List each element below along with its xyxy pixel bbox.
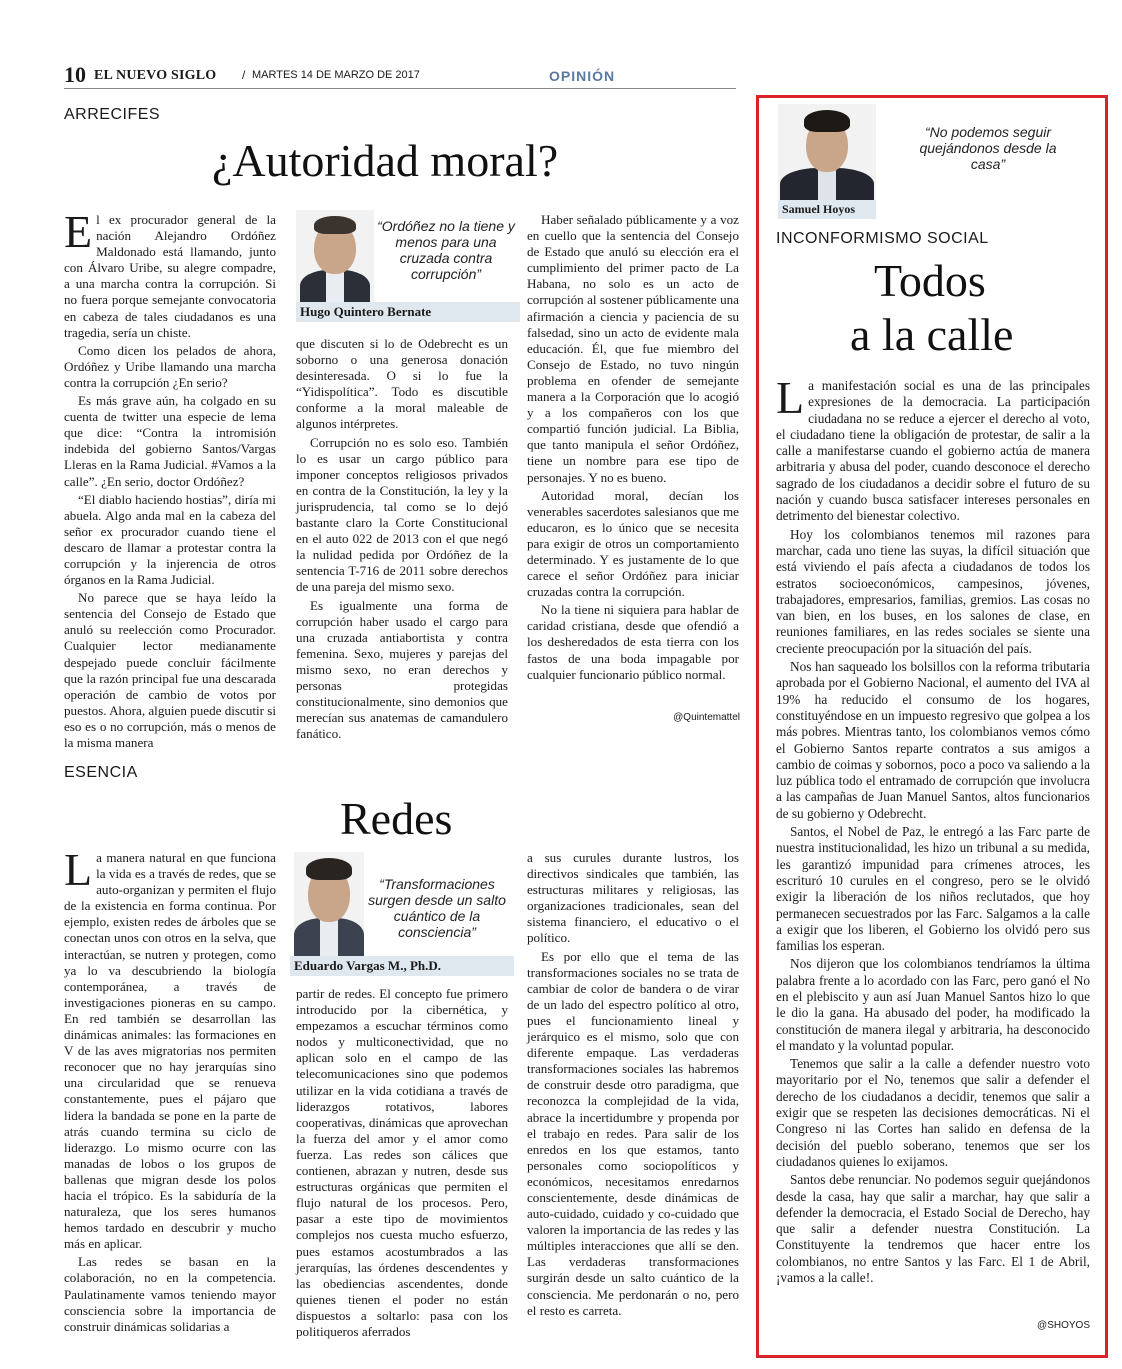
article2-column-2 [296, 986, 508, 1342]
article3-column [776, 372, 1090, 1288]
article3-author: Samuel Hoyos [778, 200, 876, 219]
article1-byline [296, 210, 520, 322]
newspaper-name: EL NUEVO SIGLO [94, 68, 217, 83]
article1-column-3 [527, 212, 739, 685]
article1-paragraph: Haber señalado públicamente y a voz en cuello que la sentencia del Consejo de Estado que anuló su elección era el cumplimiento del primer pacto de La Habana, no solo es un acto de corrupción al sostener públicamente una afirmación a ciencia y paciencia de su falsedad, sino un acto de evidente mala educación. Él, que fue miembro del Consejo de Estado, no tuvo ningún problema en ofender de semejante manera a la Corporación que lo acogió y a los compañeros con los que compartió función judicial. La Biblia, que tanto manipula el señor Ordóñez, tiene un nombre para ese tipo de personajes. Y no es bueno. [527, 212, 739, 485]
article2-byline [290, 852, 514, 976]
article1-title: ¿Autoridad moral? [212, 135, 559, 186]
page-number: 10 [64, 62, 86, 87]
issue-date: MARTES 14 DE MARZO DE 2017 [252, 69, 420, 81]
article1-paragraph: Autoridad moral, decían los venerables sacerdotes salesianos que me educaron, es lo único que se necesita para exigir de otros un comportamiento determinado. Y es justamente de lo que carece el señor Ordóñez para iniciar cruzadas contra la corrupción. [527, 487, 739, 600]
article1-pull-quote: “Ordóñez no la tiene y menos para una cruzada contra corrupción” [377, 218, 515, 282]
article2-paragraph: a manera natural en que funciona la vida es a través de redes, que se auto-organizan y permiten el flujo de la existencia en forma continua. Por ejemplo, existen redes de árboles que se conectan unos con otros en la selva, que interactúan, se nutren y protegen, como ya lo va descubriendo la biología contemporánea, a través de investigaciones pioneras en su campo. En red también se desarrollan las dinámicas animales: las formaciones en V de las aves migratorias nos permiten reconocer que no hay jerarquías sino una circularidad que se renueva constantemente, pues el pájaro que lidera la bandada se pone en la parte de atrás cuando termina su ciclo de liderazgo. Lo mismo ocurre con las manadas de lobos o los grupos de ballenas que migran desde los polos hacia el trópico. Es la sabiduría de la naturaleza, que los seres humanos hemos tardado en descubrir y mucho más en aplicar. [64, 850, 276, 1252]
article3-paragraph: Nos han saqueado los bolsillos con la reforma tributaria aprobada por el Gobierno Nacional, el aumento del IVA al 19% ha reducido el consumo de los hogares, constituyéndose en un impuesto regresivo que golpea a los más pobres. Mientras tanto, los colombianos vemos cómo el Gobierno Santos reparte contratos a sus amigos a cambio de coimas y sobornos, poco a poco va saliendo a la luz pública todo el entramado de corrupción que involucra a las campañas de Juan Manuel Santos, altos funcionarios de su gobierno y Odebrecht. [776, 659, 1090, 821]
article2-column-1 [64, 844, 276, 1337]
article1-paragraph: No la tiene ni siquiera para hablar de caridad cristiana, desde que ofendió a los desheredados de esta tierra con los fastos de una boda impagable por cualquier funcionario público normal. [527, 602, 739, 682]
article1-author: Hugo Quintero Bernate [296, 302, 520, 322]
article1-paragraph: “El diablo haciendo hostias”, diría mi abuela. Algo anda mal en la cabeza del señor ex procurador cuando tiene el descaro de llamar a protestar contra la corrupción y la injerencia de otros órganos en la Rama Judicial. [64, 491, 276, 588]
article3-drop-cap: L [776, 372, 805, 423]
article3-paragraph: a manifestación social es una de las principales expresiones de la democracia. La participación ciudadana no se reduce a ejercer el derecho al voto, el ciudadano tiene la obligación de protestar, de salir a la calle a manifestarse cuando el gobierno actúa de manera arbitraria y abusa del poder, cuando desconoce el derecho sagrado de los ciudadanos a decidir sobre el futuro de su nación y cuando busca satisfacer intereses personales en detrimento del bienestar colectivo. [776, 378, 1090, 524]
section-name: OPINIÓN [549, 68, 616, 84]
article2-pull-quote: “Transformaciones surgen desde un salto cuántico de la consciencia” [368, 876, 506, 940]
author-photo-eduardo-vargas [294, 852, 364, 956]
author-photo-hugo-quintero [296, 210, 374, 302]
article2-paragraph: Es por ello que el tema de las transformaciones sociales no se trata de cambiar de color de bandera o de virar de un lado del espectro político al otro, pues el funcionamiento lineal y jerárquico es el mismo, solo que con diferente empaque. Las verdaderas transformaciones sociales las habremos de construir desde otro paradigma, que reconozca la complejidad de la vida, abrace la incertidumbre y propenda por el trabajo en redes. Para salir de los enredos en los que estamos, tanto personales como sociopolíticos y económicos, necesitamos enredarnos conscientemente, desde dinámicas de auto-cuidado, cuidado y co-cuidado que valoren la importancia de las redes y las múltiples interacciones que allí se den. Las verdaderas transformaciones surgirán desde un salto cuántico de la consciencia. Me perdonarán o no, pero el resto es carreta. [527, 948, 739, 1318]
masthead-rule [64, 88, 736, 89]
article1-paragraph: Corrupción no es solo eso. También lo es usar un cargo público para imponer conceptos religiosos privados en contra de la Constitución, la ley y la jurisprudencia, tal como se lo dejó bastante claro la Corte Constitucional en el auto 022 de 2013 con el que negó la nulidad pedida por Ordóñez de la sentencia T-716 de 2011 sobre derechos de una pareja del mismo sexo. [296, 434, 508, 595]
article1-drop-cap: E [64, 206, 93, 257]
article2-kicker: ESENCIA [64, 764, 138, 781]
article1-paragraph: l ex procurador general de la nación Alejandro Ordóñez Maldonado está llamando, junto con Álvaro Uribe, su alegre compadre, a una marcha contra la corrupción. Si no fuera porque semejante convocatoria en cabeza de tales ciudadanos es una tragedia, sería un chiste. [64, 212, 276, 340]
masthead-separator: / [242, 68, 246, 82]
article3-twitter-handle: @SHOYOS [1037, 1320, 1090, 1331]
article1-twitter-handle: @Quintemattel [673, 712, 740, 723]
article2-paragraph: a sus curules durante lustros, los directivos sindicales que también, las estructuras militares y religiosas, las organizaciones tradicionales, sean del sistema financiero, el educativo o el político. [527, 850, 739, 946]
article3-paragraph: Santos, el Nobel de Paz, le entregó a las Farc parte de nuestra institucionalidad, les hizo un tribunal a su medida, les garantizó impunidad para crímenes atroces, les escrituró 10 curules en el congreso, pero se le olvidó exigir la liberación de los niños reclutados, que hoy permanecen secuestrados por las Farc. Salgamos a la calle a exigir que los liberen, el Gobierno los olvidó pero sus familias los esperan. [776, 824, 1090, 954]
article2-drop-cap: L [64, 844, 93, 895]
author-photo-samuel-hoyos [778, 104, 876, 200]
article2-column-3 [527, 850, 739, 1321]
article2-title: Redes [340, 793, 453, 844]
article1-paragraph: No parece que se haya leído la sentencia del Consejo de Estado que anuló su reelección como Procurador. Cualquier lector medianamente despejado puede concluir fácilmente que la razón principal fue una descarada operación de cambio de votos por puestos. Ahora, alguien puede discutir si eso es o no corrupción, más o menos de la misma manera [64, 590, 277, 750]
article3-title-line-2: a la calle [850, 309, 1014, 360]
article3-pull-quote: “No podemos seguir quejándonos desde la casa” [919, 124, 1057, 172]
article1-column-1 [64, 206, 277, 753]
article1-paragraph: Es más grave aún, ha colgado en su cuenta de twitter una especie de lema que dice: “Contra la intromisión indebida del gobierno Santos/Vargas Lleras en la Rama Judicial. #Vamos a la calle”. ¿En serio, doctor Ordóñez? [64, 393, 276, 489]
article3-paragraph: Tenemos que salir a la calle a defender nuestro voto mayoritario por el No, tenemos que salir a defender el derecho de los ciudadanos a decidir, tenemos que salir a exigir que se respeten las decisiones democráticas. Ni el Congreso ni las Cortes han salido en defensa de la decisión del pueblo soberano, tenemos que ser los ciudadanos quienes lo exijamos. [776, 1056, 1090, 1169]
article2-paragraph: Las redes se basan en la colaboración, no en la competencia. Paulatinamente vamos teniendo mayor consciencia sobre la importancia de construir dinámicas solidarias a [64, 1254, 276, 1334]
article1-paragraph: Como dicen los pelados de ahora, Ordóñez y Uribe llamando una marcha contra la corrupción ¿En serio? [64, 342, 276, 390]
article1-column-2 [296, 336, 508, 744]
article1-paragraph: que discuten si lo de Odebrecht es un soborno o una generosa donación desinteresada. O si lo fue la “Yidispolítica”. Todo es discutible conforme a la moral maleable de algunos intérpretes. [296, 336, 508, 432]
article3-title-line-1: Todos [874, 255, 986, 306]
article3-paragraph: Hoy los colombianos tenemos mil razones para marchar, cada uno tiene las suyas, la difícil situación que está viviendo el país afecta a ciudadanos de todos los estratos socioeconómicos, campesinos, jóvenes, trabajadores, empresarios, familias, gremios. Las cosas no van bien, en los buses, en los salones de clase, en reuniones familiares, en las redes sociales se siente una creciente preocupación por la situación del país. [776, 526, 1090, 656]
article3-paragraph: Nos dijeron que los colombianos tendríamos la última palabra frente a lo acordado con las Farc, pero ganó el No en el plebiscito y aun así Juan Manuel Santos hizo lo que le dio la gana. Ha abusado del poder, ha modificado la constitución de manera ilegal y arbitraria, ha desconocido el mandato y la voluntad popular. [776, 956, 1090, 1053]
article2-author: Eduardo Vargas M., Ph.D. [290, 956, 514, 976]
masthead [64, 62, 1114, 92]
article3-paragraph: Santos debe renunciar. No podemos seguir quejándonos desde la casa, hay que salir a marchar, hay que salir a defender la democracia, el Estado Social de Derecho, hay que salir a defender nuestra Constitución. La Constituyente la tendremos que hacer entre los colombianos, no entre Santos y las Farc. El 1 de Abril, ¡vamos a la calle!. [776, 1172, 1090, 1286]
article2-paragraph: partir de redes. El concepto fue primero introducido por la cibernética, y empezamos a escuchar términos como nodos y multiconectividad, que no aplican solo en el campo de las telecomunicaciones sino que podemos utilizar en la vida cotidiana a través de liderazgos rotativos, labores cooperativas, dinámicas que aprovechan la fuerza del amor y el amor como fuerza. Las redes son cálices que contienen, abrazan y nutren, desde sus estructuras orgánicas que permiten el flujo natural de los procesos. Pero, pasar a este tipo de movimientos complejos nos cuesta mucho esfuerzo, pues estamos acostumbrados a las jerarquías, las órdenes descendentes y las obediencias ascendentes, donde quienes tienen el poder no están dispuestos a soltarlo: pasa con los politiqueros aferrados [296, 986, 508, 1339]
article1-kicker: ARRECIFES [64, 106, 161, 123]
article1-paragraph: Es igualmente una forma de corrupción haber usado el cargo para una cruzada antiabortista y contra femenina. Sexo, mujeres y parejas del mismo sexo, no eran derechos y personas protegidas constitucionalmente, sino demonios que merecían sus anatemas de camandulero fanático. [296, 597, 508, 742]
article3-kicker: INCONFORMISMO SOCIAL [776, 230, 989, 247]
